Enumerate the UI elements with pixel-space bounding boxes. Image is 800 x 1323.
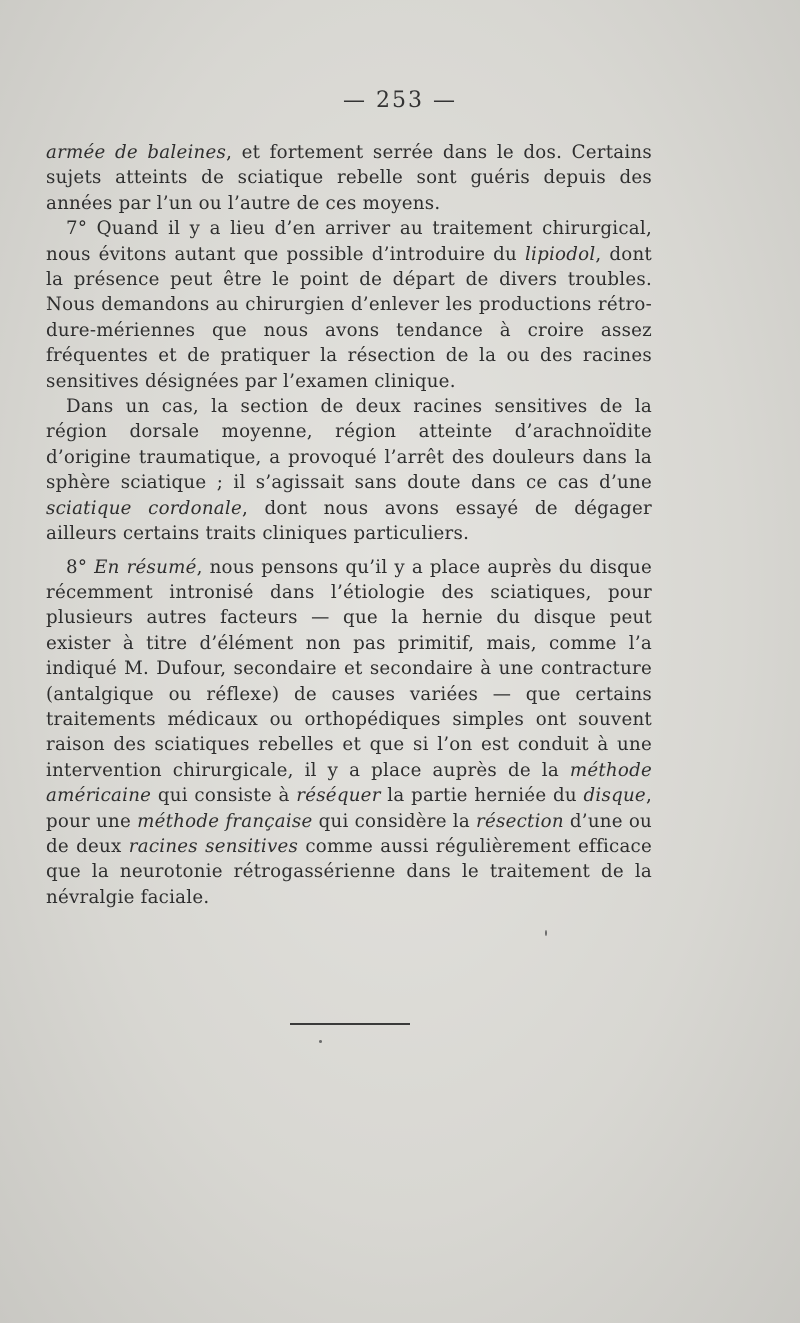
italic-text-run: disque xyxy=(583,785,646,807)
body-text xyxy=(46,140,652,910)
paragraph-point-7 xyxy=(46,216,652,394)
italic-text-run: armée de baleines xyxy=(46,142,227,163)
text-run: , pour une xyxy=(46,785,652,832)
italic-text-run: sciatique cordonale xyxy=(46,497,242,519)
paragraph-continuation xyxy=(46,140,652,216)
text-run: Dans un cas, la section de deux racines sensitives de la région dorsale moyenne, région atteinte d’arachnoïdite d’origine traumatique, a provoqué l’arrêt des douleurs dans la sphère sciatique ; il s’agissait sans doute dans ce cas d’une xyxy=(46,396,652,494)
italic-text-run: méthode française xyxy=(137,810,313,832)
text-run: , nous pensons qu’il y a place auprès du disque récemment intronisé dans l’étiologie des sciatiques, pour plusieurs autres facteurs — que la hernie du disque peut exister à titre d’élément non pas primitif, mais, comme l’a indiqué M. Dufour, secondaire et secondaire à une contracture (antalgique ou réflexe) de causes variées — que certains traitements médicaux ou orthopédiques simples ont souvent raison des sciatiques rebelles et que si l’on est conduit à une intervention chirurgicale, il y a place auprès de la xyxy=(46,556,653,781)
text-run: 7° Quand il y a lieu d’en arriver au traitement chirurgical, nous évitons autant que possible d’introduire du xyxy=(46,218,652,265)
italic-text-run: résection xyxy=(476,810,564,832)
page-number: — 253 — xyxy=(343,88,457,113)
italic-text-run: En résumé xyxy=(94,556,197,578)
italic-text-run: lipiodol xyxy=(524,243,596,265)
paragraph-point-8-summary xyxy=(46,555,652,911)
end-rule-divider xyxy=(290,1023,410,1025)
print-speck xyxy=(319,1040,322,1043)
text-run: , dont nous avons essayé de dégager ailleurs certains traits cliniques particuliers. xyxy=(46,497,653,545)
italic-text-run: réséquer xyxy=(296,785,381,807)
text-run: la partie herniée du xyxy=(380,785,584,807)
text-run: , et fortement serrée dans le dos. Certains sujets atteints de sciatique rebelle sont guéris depuis des années par l’un ou l’autre de ces moyens. xyxy=(46,142,652,214)
text-run: d’une ou de deux xyxy=(46,810,652,857)
text-run: 8° xyxy=(66,556,95,578)
text-run: qui consiste à xyxy=(151,785,297,807)
italic-text-run: méthode américaine xyxy=(46,759,652,807)
text-run: qui considère la xyxy=(312,810,477,832)
italic-text-run: racines sensitives xyxy=(128,835,299,857)
text-run: , dont la présence peut être le point de départ de divers troubles. Nous demandons au chirurgien d’enlever les productions rétro-dure-mériennes que nous avons tendance à croire assez fréquentes et de pratiquer la résection de la ou des racines sensitives désignées par l’examen clinique. xyxy=(46,243,652,392)
print-speck xyxy=(545,930,547,936)
text-run: comme aussi régulièrement efficace que la neurotonie rétrogassérienne dans le traitement de la névralgie faciale. xyxy=(46,835,652,908)
paragraph-case-report xyxy=(46,394,652,546)
